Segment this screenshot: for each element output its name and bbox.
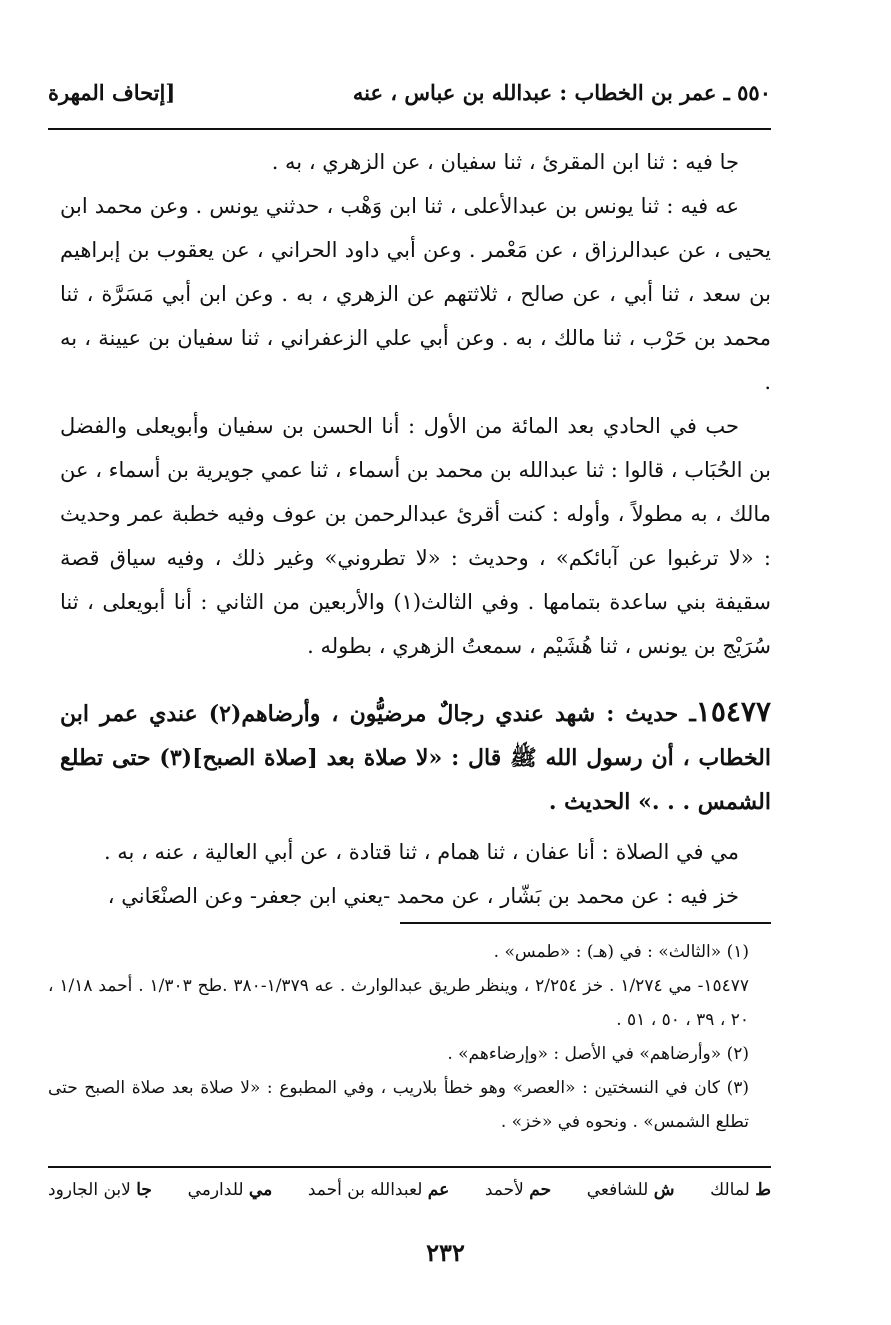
- running-header: [48, 80, 771, 120]
- footnote-source: ١٥٤٧٧- مي ١/٢٧٤ . خز ٢/٢٥٤ ، وينظر طريق عبدالوارث . عه ١/٣٧٩-٣٨٠ .طح ١/٣٠٣ . أحمد ١/١٨ ، ٢٠ ، ٣٩ ، ٥٠ ، ٥١ .: [48, 976, 750, 1030]
- footnote-3: (٣) كان في النسختين : «العصر» وهو خطأ بلاريب ، وفي المطبوع : «لا صلاة بعد صلاة الصبح حتى تطلع الشمس» . ونحوه في «خز» .: [48, 1078, 749, 1132]
- header-rule: [48, 128, 771, 130]
- page-number: ٢٣٢: [426, 1238, 465, 1267]
- legend-item: عم لعبدالله بن أحمد: [307, 1180, 450, 1200]
- main-text: [60, 140, 771, 668]
- hadith-number: ١٥٤٧٧: [695, 695, 771, 728]
- chain-mi: مي في الصلاة : أنا عفان ، ثنا همام ، ثنا قتادة ، عن أبي العالية ، عنه ، به .: [103, 840, 739, 864]
- header-book-title: [إتحاف المهرة: [48, 80, 176, 105]
- legend-rule: [48, 1166, 771, 1168]
- legend-item: ش للشافعي: [586, 1180, 675, 1200]
- legend-item: جا لابن الجارود: [48, 1180, 152, 1200]
- legend-item: ط لمالك: [710, 1180, 771, 1200]
- legend-item: مي للدارمي: [187, 1180, 273, 1200]
- hadith-text: ـ حديث : شهد عندي رجالٌ مرضيُّون ، وأرضاهم(٢) عندي عمر ابن الخطاب ، أن رسول الله ﷺ قال : «لا صلاة بعد [صلاة الصبح](٣) حتى تطلع الشمس . . .» الحديث .: [60, 701, 771, 815]
- chain-khz: خز فيه : عن محمد بن بَشّار ، عن محمد -يعني ابن جعفر- وعن الصنْعَاني ،: [107, 884, 739, 908]
- paragraph-hb: حب في الحادي بعد المائة من الأول : أنا الحسن بن سفيان وأبويعلى والفضل بن الحُبَاب ، قالوا : ثنا عبدالله بن محمد بن أسماء ، ثنا عمي جويرية بن أسماء ، عن مالك ، به مطولاً ، وأوله : كنت أقرئ عبدالرحمن بن عوف وفيه خطبة عمر وحديث : «لا ترغبوا عن آبائكم» ، وحديث : «لا تطروني» وغير ذلك ، وفيه سياق قصة سقيفة بني ساعدة بتمامها . وفي الثالث(١) والأربعين من الثاني : أنا أبويعلى ، ثنا سُرَيْج بن يونس ، ثنا هُشَيْم ، سمعتُ الزهري ، بطوله .: [60, 414, 772, 658]
- abbreviation-legend: [48, 1180, 771, 1200]
- hadith-entry: [60, 690, 771, 824]
- footnote-1: (١) «الثالث» : في (هـ) : «طمس» .: [493, 942, 749, 962]
- footnotes: [48, 935, 771, 1139]
- legend-item: حم لأحمد: [484, 1180, 552, 1200]
- footnote-rule: [400, 922, 771, 924]
- paragraph-ja: جا فيه : ثنا ابن المقرئ ، ثنا سفيان ، عن الزهري ، به .: [271, 150, 739, 174]
- header-chapter-title: ٥٥٠ ـ عمر بن الخطاب : عبدالله بن عباس ، عنه: [352, 80, 771, 105]
- chain-list: [60, 830, 771, 918]
- paragraph-ah: عه فيه : ثنا يونس بن عبدالأعلى ، ثنا ابن وَهْب ، حدثني يونس . وعن محمد ابن يحيى ، عن عبدالرزاق ، عن مَعْمر . وعن أبي داود الحراني ، عن يعقوب بن إبراهيم بن سعد ، ثنا أبي ، عن صالح ، ثلاثتهم عن الزهري ، به . وعن ابن أبي مَسَرَّة ، ثنا محمد بن حَرْب ، ثنا مالك ، به . وعن أبي علي الزعفراني ، ثنا سفيان بن عيينة ، به .: [60, 194, 771, 394]
- footnote-2: (٢) «وأرضاهم» في الأصل : «وإرضاءهم» .: [447, 1044, 749, 1064]
